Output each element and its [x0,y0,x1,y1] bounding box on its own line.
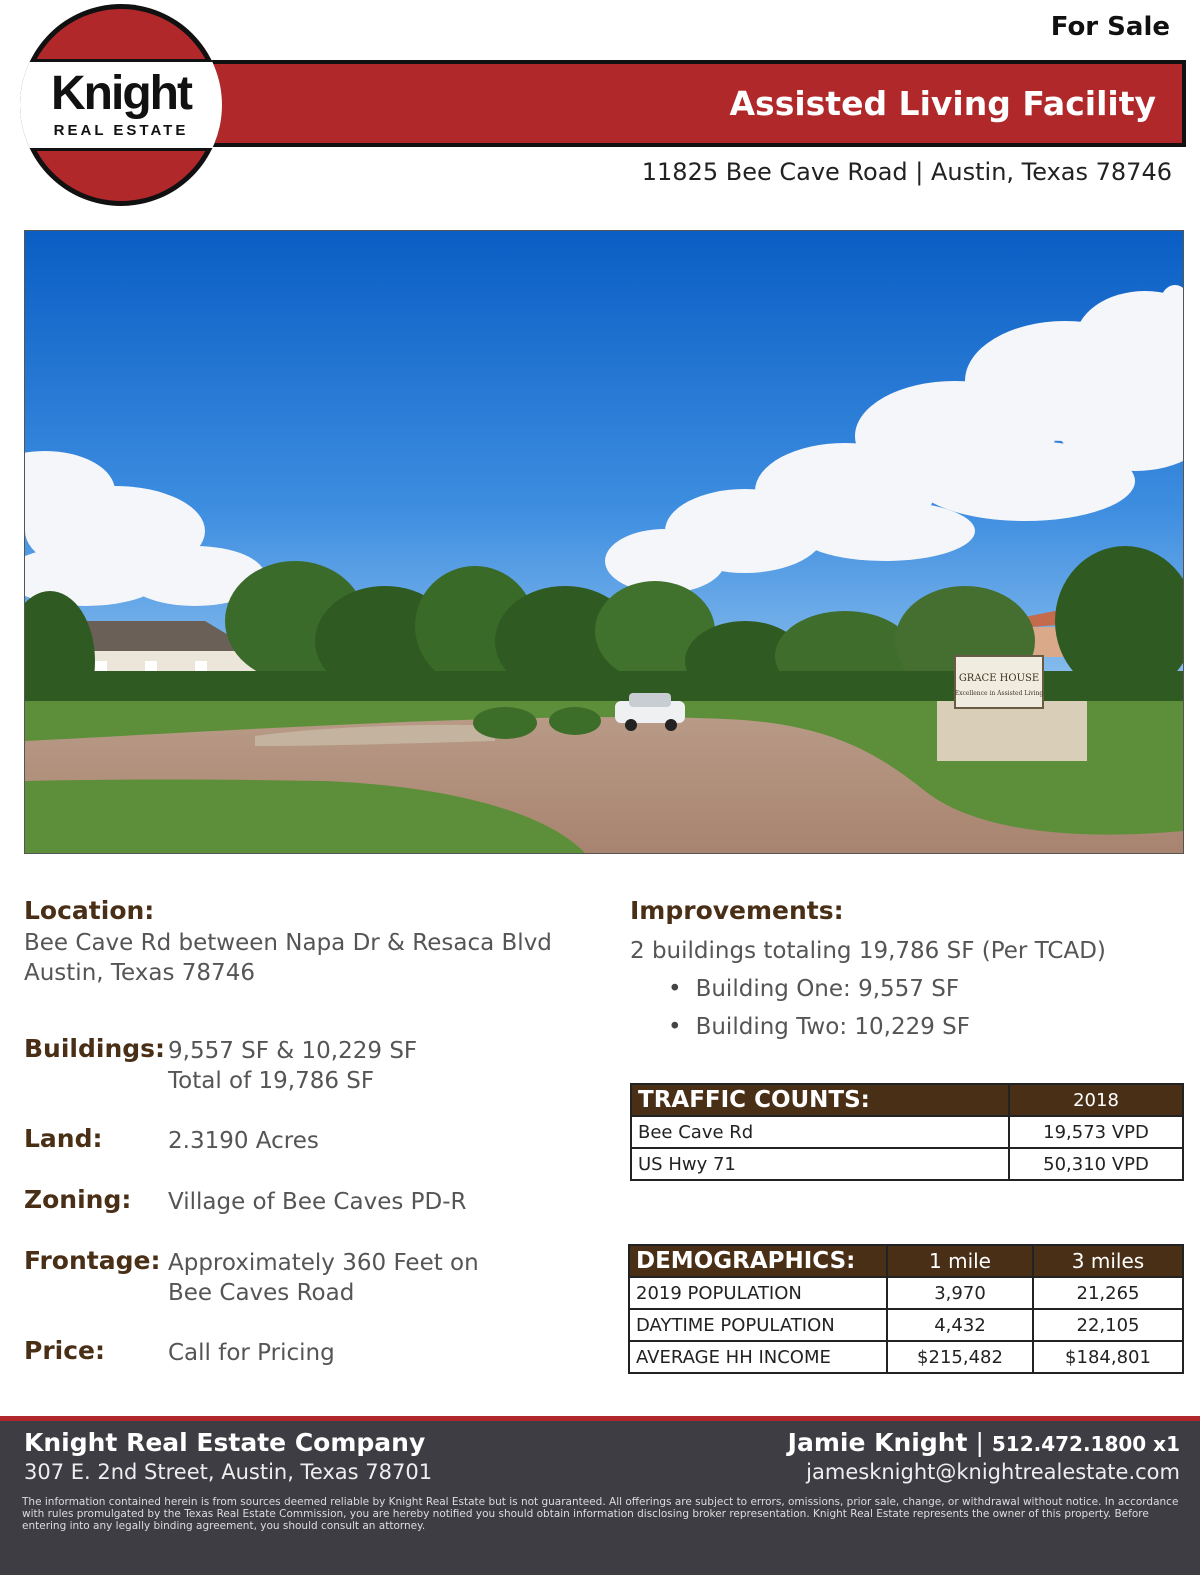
land-label: Land: [24,1124,103,1153]
sign-line-1: GRACE HOUSE [958,673,1040,684]
footer-address: 307 E. 2nd Street, Austin, Texas 78701 [24,1460,433,1484]
demographics-col-2: 3 miles [1033,1245,1183,1277]
demographics-value-1: 3,970 [887,1277,1033,1309]
for-sale-label: For Sale [1050,12,1170,42]
demographics-label: 2019 POPULATION [629,1277,887,1309]
traffic-road: US Hwy 71 [631,1148,1009,1180]
agent-phone[interactable]: 512.472.1800 x1 [991,1432,1180,1456]
table-row [629,1277,1183,1309]
demographics-col-1: 1 mile [887,1245,1033,1277]
location-line-2: Austin, Texas 78746 [24,960,255,986]
traffic-count: 19,573 VPD [1009,1116,1183,1148]
title-banner [200,60,1186,147]
table-row [629,1309,1183,1341]
footer-accent-stripe [0,1416,1200,1421]
improvements-label: Improvements: [630,896,844,925]
knight-logo [20,4,222,206]
buildings-line-1: 9,557 SF & 10,229 SF [168,1038,418,1064]
improvements-list [668,970,970,1046]
footer-company: Knight Real Estate Company [24,1428,426,1457]
improvement-item: • Building One: 9,557 SF [668,970,970,1008]
legal-disclaimer: The information contained herein is from sources deemed reliable by Knight Real Estate but is not guaranteed. All offerings are subject to errors, omissions, prior sale, change, or withdrawal without notice. In accordance with rules promulgated by the Texas Real Estate Commission, you are hereby notified you should obtain information disclosing broker representation. Knight Real Estate represents the owner of this property. Before entering into any legally binding agreement, you should consult an attorney. [22,1496,1179,1532]
traffic-road: Bee Cave Rd [631,1116,1009,1148]
property-address: 11825 Bee Cave Road | Austin, Texas 78746 [641,158,1172,186]
demographics-label: AVERAGE HH INCOME [629,1341,887,1373]
demographics-value-2: 22,105 [1033,1309,1183,1341]
logo-subtitle: REAL ESTATE [53,122,189,139]
price-value: Call for Pricing [168,1340,335,1366]
table-row [631,1148,1183,1180]
demographics-value-2: 21,265 [1033,1277,1183,1309]
demographics-label: DAYTIME POPULATION [629,1309,887,1341]
buildings-label: Buildings: [24,1034,166,1063]
sign-line-2: Excellence in Assisted Living [954,690,1044,697]
frontage-line-1: Approximately 360 Feet on [168,1250,479,1276]
frontage-line-2: Bee Caves Road [168,1280,355,1306]
traffic-header-row [631,1084,1183,1116]
improvements-summary: 2 buildings totaling 19,786 SF (Per TCAD) [630,938,1106,964]
traffic-year: 2018 [1009,1084,1183,1116]
page-title: Assisted Living Facility [729,84,1156,123]
logo-wordmark: Knight [51,67,191,120]
demographics-header-row [629,1245,1183,1277]
frontage-label: Frontage: [24,1246,161,1275]
agent-email[interactable]: jamesknight@knightrealestate.com [806,1460,1180,1484]
zoning-value: Village of Bee Caves PD-R [168,1189,467,1215]
demographics-table [628,1244,1184,1374]
price-label: Price: [24,1336,105,1365]
location-line-1: Bee Cave Rd between Napa Dr & Resaca Blvd [24,930,552,956]
zoning-label: Zoning: [24,1185,132,1214]
demographics-title: DEMOGRAPHICS: [629,1245,887,1277]
traffic-title: TRAFFIC COUNTS: [631,1084,1009,1116]
agent-name: Jamie Knight [787,1428,968,1457]
demographics-value-2: $184,801 [1033,1341,1183,1373]
property-photo [24,230,1184,854]
buildings-line-2: Total of 19,786 SF [168,1068,375,1094]
improvement-item: • Building Two: 10,229 SF [668,1008,970,1046]
demographics-value-1: 4,432 [887,1309,1033,1341]
location-label: Location: [24,896,155,925]
footer-contact [788,1428,1180,1457]
traffic-counts-table [630,1083,1184,1181]
table-row [629,1341,1183,1373]
demographics-value-1: $215,482 [887,1341,1033,1373]
traffic-count: 50,310 VPD [1009,1148,1183,1180]
contact-separator: | [975,1428,984,1457]
table-row [631,1116,1183,1148]
land-value: 2.3190 Acres [168,1128,319,1154]
